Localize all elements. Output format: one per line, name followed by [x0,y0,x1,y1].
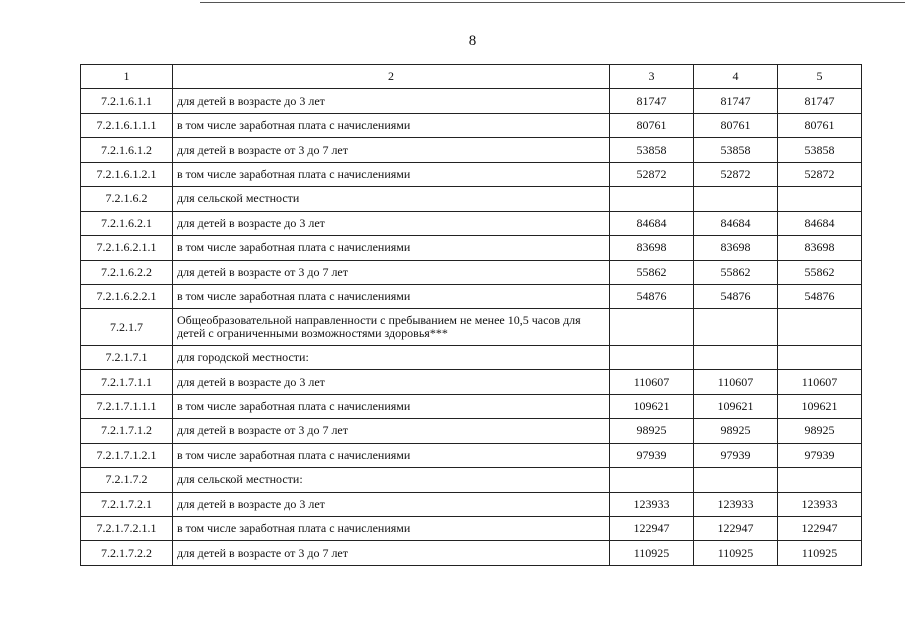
header-cell-1: 1 [81,65,173,89]
table-row [81,394,862,418]
row-value-3: 110925 [610,541,694,565]
row-value-3: 123933 [610,492,694,516]
row-code: 7.2.1.7.2.1 [81,492,173,516]
table-row [81,284,862,308]
table-row [81,309,862,346]
row-description: для городской местности: [173,345,610,369]
row-description: для детей в возрасте от 3 до 7 лет [173,260,610,284]
table-row [81,516,862,540]
row-value-4 [694,345,778,369]
row-value-3: 97939 [610,443,694,467]
row-description: для детей в возрасте от 3 до 7 лет [173,541,610,565]
row-value-4: 53858 [694,138,778,162]
row-value-5: 55862 [778,260,862,284]
table-row [81,236,862,260]
row-value-3: 55862 [610,260,694,284]
table-row [81,211,862,235]
row-value-5 [778,309,862,346]
page-number: 8 [468,33,477,49]
table-header-row [81,65,862,89]
row-value-5: 110925 [778,541,862,565]
row-description: для сельской местности [173,187,610,211]
table-row [81,370,862,394]
row-value-5: 84684 [778,211,862,235]
table-row [81,89,862,113]
row-code: 7.2.1.7 [81,309,173,346]
tariff-table [80,64,862,566]
table-row [81,443,862,467]
row-value-3: 52872 [610,162,694,186]
table-row [81,468,862,492]
row-value-3: 98925 [610,419,694,443]
row-description: для детей в возрасте до 3 лет [173,211,610,235]
row-value-4: 54876 [694,284,778,308]
row-code: 7.2.1.6.1.2 [81,138,173,162]
row-value-3: 81747 [610,89,694,113]
top-rule [200,2,905,3]
row-code: 7.2.1.7.1.1 [81,370,173,394]
header-cell-4: 4 [694,65,778,89]
header-cell-3: 3 [610,65,694,89]
row-value-4: 84684 [694,211,778,235]
table-body [81,89,862,565]
row-value-4: 83698 [694,236,778,260]
row-value-3: 53858 [610,138,694,162]
row-code: 7.2.1.6.2.1 [81,211,173,235]
row-value-5: 81747 [778,89,862,113]
row-value-4 [694,187,778,211]
row-value-4: 81747 [694,89,778,113]
row-value-5: 109621 [778,394,862,418]
row-description: в том числе заработная плата с начислениями [173,162,610,186]
row-code: 7.2.1.7.1 [81,345,173,369]
row-value-3 [610,345,694,369]
row-value-3: 80761 [610,113,694,137]
row-value-4: 80761 [694,113,778,137]
row-value-3: 83698 [610,236,694,260]
row-value-3: 122947 [610,516,694,540]
row-description: в том числе заработная плата с начислениями [173,443,610,467]
row-description: для детей в возрасте от 3 до 7 лет [173,138,610,162]
row-value-4: 110607 [694,370,778,394]
row-value-4: 109621 [694,394,778,418]
row-value-3: 84684 [610,211,694,235]
table-row [81,345,862,369]
row-value-4: 122947 [694,516,778,540]
row-description: для детей в возрасте до 3 лет [173,89,610,113]
row-value-4: 55862 [694,260,778,284]
row-value-5: 83698 [778,236,862,260]
row-description: в том числе заработная плата с начислениями [173,236,610,260]
row-value-3: 110607 [610,370,694,394]
row-code: 7.2.1.6.2.2 [81,260,173,284]
row-value-3 [610,309,694,346]
header-cell-2: 2 [173,65,610,89]
row-value-3: 109621 [610,394,694,418]
table-row [81,492,862,516]
table-row [81,260,862,284]
row-code: 7.2.1.7.2 [81,468,173,492]
row-value-3 [610,187,694,211]
table-row [81,113,862,137]
row-value-5 [778,345,862,369]
row-description: в том числе заработная плата с начислениями [173,516,610,540]
row-description: в том числе заработная плата с начислениями [173,113,610,137]
table-row [81,541,862,565]
row-code: 7.2.1.6.2.2.1 [81,284,173,308]
row-value-4: 52872 [694,162,778,186]
row-description: в том числе заработная плата с начислениями [173,284,610,308]
row-value-5: 122947 [778,516,862,540]
row-description: для детей в возрасте от 3 до 7 лет [173,419,610,443]
row-code: 7.2.1.7.1.2.1 [81,443,173,467]
row-description: для детей в возрасте до 3 лет [173,492,610,516]
row-description: в том числе заработная плата с начислениями [173,394,610,418]
row-value-5: 123933 [778,492,862,516]
row-value-4 [694,309,778,346]
row-value-5: 52872 [778,162,862,186]
row-code: 7.2.1.7.2.2 [81,541,173,565]
table-row [81,419,862,443]
row-value-5: 98925 [778,419,862,443]
table-row [81,187,862,211]
row-code: 7.2.1.7.1.1.1 [81,394,173,418]
row-value-4: 110925 [694,541,778,565]
row-code: 7.2.1.7.1.2 [81,419,173,443]
table-row [81,162,862,186]
row-value-5: 54876 [778,284,862,308]
table-row [81,138,862,162]
row-value-5: 110607 [778,370,862,394]
row-value-5 [778,187,862,211]
row-code: 7.2.1.7.2.1.1 [81,516,173,540]
header-cell-5: 5 [778,65,862,89]
row-value-5: 97939 [778,443,862,467]
row-description: для детей в возрасте до 3 лет [173,370,610,394]
row-code: 7.2.1.6.1.1.1 [81,113,173,137]
row-code: 7.2.1.6.2 [81,187,173,211]
row-value-5: 80761 [778,113,862,137]
row-value-3 [610,468,694,492]
row-description: Общеобразовательной направленности с пребыванием не менее 10,5 часов для детей с ограниченными возможностями здоровья*** [173,309,610,346]
row-code: 7.2.1.6.1.1 [81,89,173,113]
row-value-3: 54876 [610,284,694,308]
row-code: 7.2.1.6.2.1.1 [81,236,173,260]
row-description: для сельской местности: [173,468,610,492]
row-code: 7.2.1.6.1.2.1 [81,162,173,186]
row-value-4 [694,468,778,492]
row-value-5: 53858 [778,138,862,162]
row-value-4: 123933 [694,492,778,516]
row-value-5 [778,468,862,492]
row-value-4: 98925 [694,419,778,443]
row-value-4: 97939 [694,443,778,467]
